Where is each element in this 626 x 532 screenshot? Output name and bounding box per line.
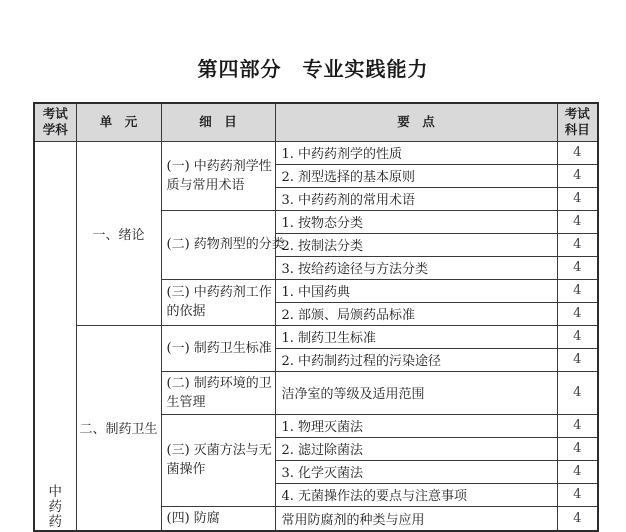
point-cell: 1. 制药卫生标准: [275, 325, 557, 348]
unit-cell: 一、绪论: [76, 141, 161, 325]
score-cell: 4: [557, 506, 598, 531]
col-header-line: 要 点: [397, 115, 435, 130]
item-label-line: 生管理: [166, 394, 206, 410]
col-header-line: 细 目: [199, 115, 237, 130]
page-title: 第四部分 专业实践能力: [197, 59, 429, 81]
item-label-line: (三) 灭菌方法与无: [166, 443, 272, 458]
header-row: [34, 103, 598, 141]
score-cell: 4: [557, 325, 598, 348]
score-cell: 4: [557, 460, 598, 483]
point-cell: 3. 中药药剂的常用术语: [275, 187, 557, 210]
col-header-line: 学科: [42, 123, 68, 138]
score-cell: 4: [557, 256, 598, 279]
score-cell: 4: [557, 210, 598, 233]
col-header-points: [275, 103, 557, 141]
unit-cell: 二、制药卫生: [76, 325, 161, 531]
item-label-line: 的依据: [166, 304, 206, 319]
item-label-line: 菌操作: [166, 462, 206, 477]
score-cell: 4: [557, 279, 598, 302]
item-label-line: (二) 制药环境的卫: [166, 375, 272, 391]
score-cell: 4: [557, 233, 598, 256]
item-label-line: (三) 中药药剂工作: [166, 285, 272, 300]
point-cell: 1. 中国药典: [275, 279, 557, 302]
item-label-line: 质与常用术语: [166, 177, 245, 193]
col-header-exam-subject: [34, 103, 76, 141]
col-header-exam-course: [557, 103, 598, 141]
score-cell: 4: [557, 164, 598, 187]
point-cell: 2. 中药制药过程的污染途径: [275, 348, 557, 371]
item-cell: [161, 279, 275, 325]
point-cell: 1. 按物态分类: [275, 210, 557, 233]
point-cell: 3. 按给药途径与方法分类: [275, 256, 557, 279]
item-label-line: (一) 中药药剂学性: [166, 158, 272, 174]
syllabus-table: [33, 102, 599, 532]
score-cell: 4: [557, 483, 598, 506]
point-cell: 2. 部颁、局颁药品标准: [275, 302, 557, 325]
col-header-item: [161, 103, 275, 141]
point-cell: 3. 化学灭菌法: [275, 460, 557, 483]
score-cell: 4: [557, 302, 598, 325]
item-cell: [161, 506, 275, 531]
item-cell: [161, 371, 275, 414]
score-cell: 4: [557, 371, 598, 414]
point-cell: 1. 中药药剂学的性质: [275, 141, 557, 164]
col-header-line: 考试: [42, 107, 68, 122]
item-label-line: (二) 药物剂型的分类: [166, 237, 285, 252]
col-header-unit: [76, 103, 161, 141]
point-cell: 1. 物理灭菌法: [275, 414, 557, 437]
item-cell: [161, 210, 285, 279]
point-cell: 2. 剂型选择的基本原则: [275, 164, 557, 187]
subject-cell: [34, 141, 76, 531]
point-cell: 4. 无菌操作法的要点与注意事项: [275, 483, 557, 506]
score-cell: 4: [557, 437, 598, 460]
item-cell: [161, 141, 275, 210]
score-cell: 4: [557, 348, 598, 371]
table-row: [34, 141, 598, 164]
subject-vertical-label: [35, 485, 76, 530]
subject-char: 药: [48, 498, 62, 515]
item-cell: [161, 325, 275, 371]
point-cell: 2. 按制法分类: [275, 233, 557, 256]
item-cell: [161, 414, 275, 506]
score-cell: 4: [557, 414, 598, 437]
score-cell: 4: [557, 141, 598, 164]
item-label-line: (一) 制药卫生标准: [166, 340, 272, 356]
point-cell: 常用防腐剂的种类与应用: [275, 506, 557, 531]
item-label-line: (四) 防腐: [166, 510, 220, 526]
score-cell: 4: [557, 187, 598, 210]
col-header-line: 单 元: [99, 115, 138, 130]
col-header-line: 考试: [564, 107, 590, 122]
col-header-line: 科目: [564, 123, 590, 138]
table-row: [34, 325, 598, 348]
point-cell: 2. 滤过除菌法: [275, 437, 557, 460]
subject-char: 中: [48, 483, 62, 500]
subject-char: 药: [48, 513, 62, 530]
point-cell: 洁净室的等级及适用范围: [275, 371, 557, 414]
